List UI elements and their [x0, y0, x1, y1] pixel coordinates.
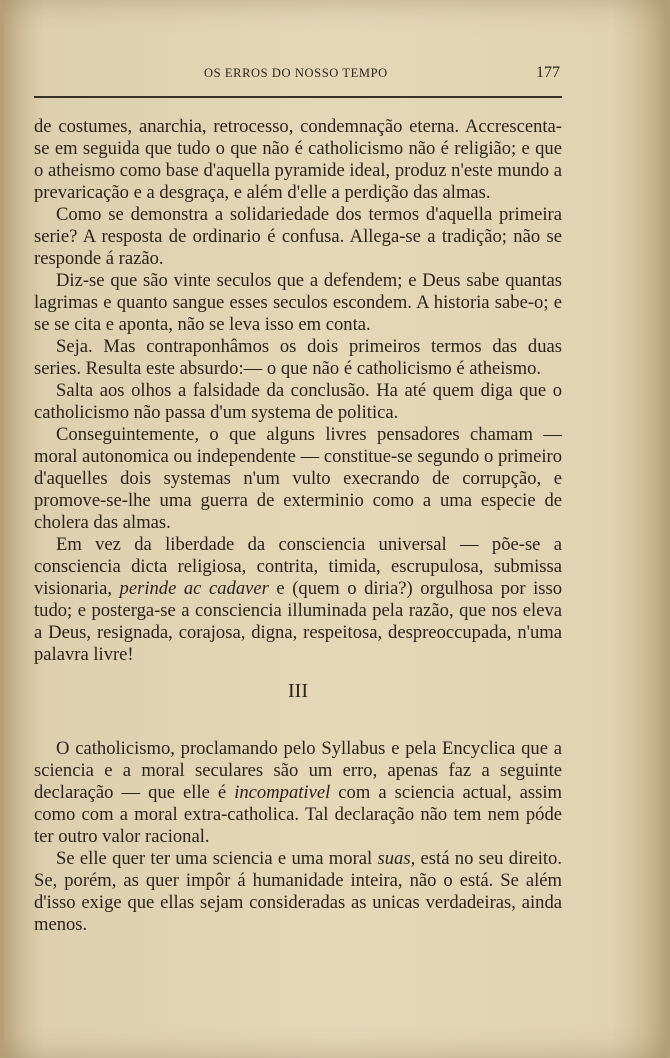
- book-page: [4, 0, 666, 1058]
- paragraph-science-moral: [34, 848, 562, 936]
- paragraph: Como se demonstra a solidariedade dos termos d'aquella primeira serie? A resposta de ordinario é confusa. Allega-se a tradição; não se responde á razão.: [34, 204, 562, 269]
- text-run: O catholicismo, proclamando pelo Syllabus e pela Encyclica que a sciencia e a moral seculares são um erro, apenas faz a seguinte declaração — que elle é: [34, 738, 562, 803]
- paragraph: de costumes, anarchia, retrocesso, condemnação eterna. Accrescenta-se em seguida que tudo o que não é catholicismo não é religião; e que o atheismo como base d'aquella pyramide ideal, produz n'este mundo a prevaricação e a desgraça, e além d'elle a perdição das almas.: [34, 116, 562, 203]
- text-run: e (quem o diria?) orgulhosa por isso tudo; e posterga-se a consciencia illuminada pela razão, que nos eleva a Deus, resignada, corajosa, digna, respeitosa, despreoccupada, n'uma palavra livre!: [34, 578, 563, 665]
- page-header: [34, 64, 560, 84]
- page-number: 177: [536, 64, 560, 81]
- body-text: [34, 116, 562, 936]
- section-heading: III: [288, 680, 308, 702]
- paragraph: Diz-se que são vinte seculos que a defendem; e Deus sabe quantas lagrimas e quanto sangue esses seculos escondem. A historia sabe-o; e se se cita e aponta, não se leva isso em conta.: [34, 270, 562, 335]
- running-title: OS ERROS DO NOSSO TEMPO: [204, 66, 388, 80]
- paragraph-catholicism: [34, 738, 562, 848]
- paragraph-conscience: [34, 534, 562, 666]
- text-run: está no seu direito. Se, porém, as quer impôr á humanidade inteira, não o está. Se além d'isso exige que ellas sejam consideradas as unicas verdadeiras, ainda menos.: [34, 848, 562, 935]
- text-run: com a sciencia actual, assim como com a moral extra-catholica. Tal declaração não tem nem póde ter outro valor racional.: [34, 782, 562, 847]
- header-rule: [34, 96, 562, 98]
- italic-word: incompativel: [234, 782, 331, 803]
- paragraph: Seja. Mas contraponhâmos os dois primeiros termos das duas series. Resulta este absurdo:— o que não é catholicismo é atheismo.: [34, 336, 562, 379]
- paragraph: Conseguintemente, o que alguns livres pensadores chamam — moral autonomica ou independente — constitue-se segundo o primeiro d'aquelles dois systemas n'um vulto execrando de corrupção, e promove-se-lhe uma guerra de exterminio como a uma especie de cholera das almas.: [34, 424, 562, 533]
- italic-latin-phrase: perinde ac cadaver: [119, 578, 269, 599]
- text-run: Se elle quer ter uma sciencia e uma moral: [56, 848, 378, 869]
- text-run: Em vez da liberdade da consciencia universal — põe-se a consciencia dicta religiosa, contrita, timida, escrupulosa, submissa visionaria,: [34, 534, 562, 599]
- paragraph: Salta aos olhos a falsidade da conclusão. Ha até quem diga que o catholicismo não passa d'um systema de politica.: [34, 380, 562, 423]
- italic-word: suas,: [377, 848, 416, 869]
